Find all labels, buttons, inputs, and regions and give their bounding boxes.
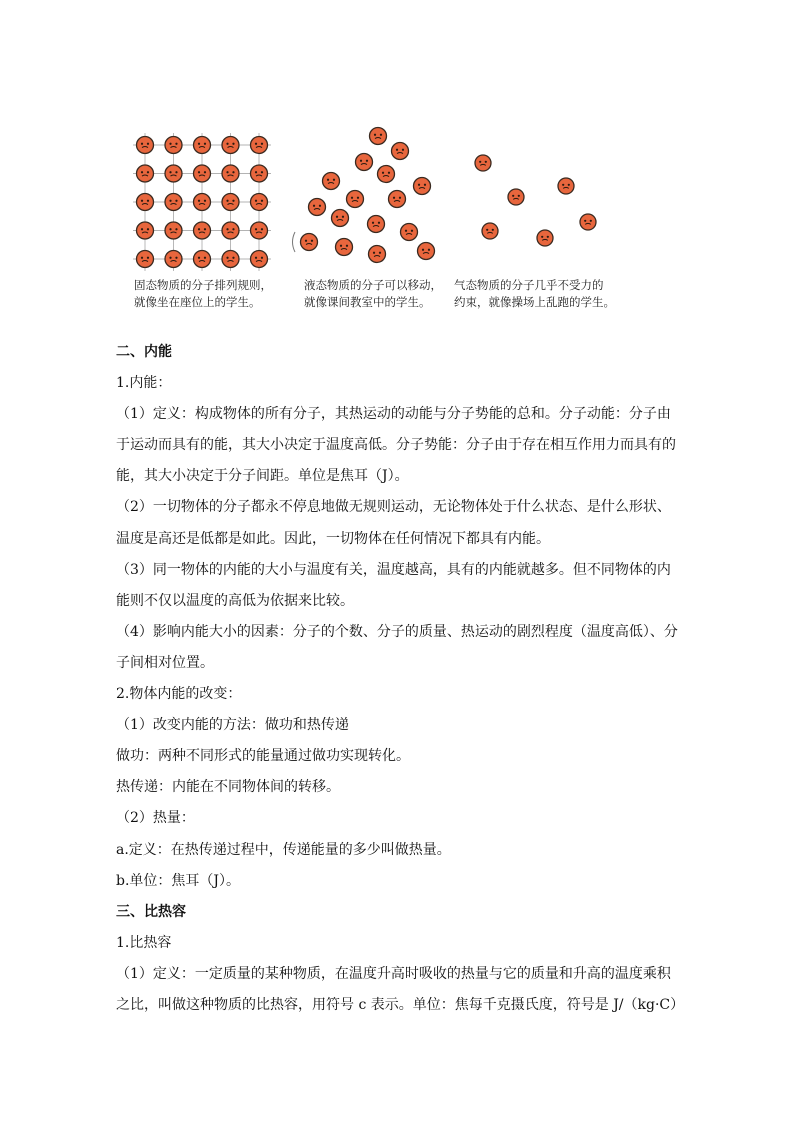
paragraph-line: 热传递：内能在不同物体间的转移。: [116, 779, 340, 796]
molecule-icon: [378, 166, 395, 183]
subheading-energy-change: 2.物体内能的改变：: [116, 686, 242, 703]
molecule-icon: [222, 165, 239, 182]
paragraph-line: （3）同一物体的内能的大小与温度有关，温度越高，具有的内能就越多。但不同物体的内: [116, 561, 671, 578]
section-heading-internal-energy: 二、内能: [116, 344, 172, 360]
molecule-icon: [369, 246, 386, 263]
molecule-icon: [389, 191, 406, 208]
paragraph-line: 子间相对位置。: [116, 654, 214, 671]
molecule-icon: [165, 222, 182, 239]
molecule-icon: [251, 165, 268, 182]
molecule-icon: [251, 194, 268, 211]
molecule-icon: [392, 143, 409, 160]
molecule-icon: [137, 222, 154, 239]
solid-caption-line1: 固态物质的分子排列规则，: [134, 278, 272, 292]
molecule-icon: [301, 234, 318, 251]
solid-caption: [134, 277, 272, 311]
molecule-icon: [347, 191, 364, 208]
gas-caption-line2: 约束，就像操场上乱跑的学生。: [454, 295, 615, 309]
molecule-icon: [165, 165, 182, 182]
molecule-diagram: [128, 125, 618, 285]
molecule-icon: [251, 251, 268, 268]
molecule-icon: [194, 194, 211, 211]
molecule-icon: [137, 137, 154, 154]
molecule-icon: [356, 154, 373, 171]
molecule-icon: [558, 178, 574, 194]
molecule-icon: [508, 189, 524, 205]
paragraph-line: 温度是高还是低都是如此。因此，一切物体在任何情况下都具有内能。: [116, 530, 550, 547]
molecule-icon: [401, 224, 418, 241]
paragraph-line: （2）一切物体的分子都永不停息地做无规则运动，无论物体处于什么状态、是什么形状、: [116, 499, 671, 516]
molecule-icon: [418, 243, 435, 260]
paragraph-line: （2）热量：: [116, 810, 195, 827]
section-heading-specific-heat: 三、比热容: [116, 903, 186, 920]
molecule-icon: [165, 194, 182, 211]
solid-caption-line2: 就像坐在座位上的学生。: [134, 295, 261, 309]
molecule-icon: [580, 214, 596, 230]
paragraph-line: （1）定义：一定质量的某种物质，在温度升高时吸收的热量与它的质量和升高的温度乘积: [116, 965, 671, 982]
molecule-icon: [336, 239, 353, 256]
paragraph-line: a.定义：在热传递过程中，传递能量的多少叫做热量。: [116, 841, 451, 858]
molecule-icon: [194, 165, 211, 182]
paragraph-line: 能则不仅以温度的高低为依据来比较。: [116, 592, 354, 609]
molecule-icon: [194, 222, 211, 239]
molecule-icon: [194, 137, 211, 154]
gas-caption-line1: 气态物质的分子几乎不受力的: [454, 278, 604, 292]
molecule-icon: [368, 216, 385, 233]
subheading-internal-energy: 1.内能：: [116, 375, 172, 392]
molecule-icon: [323, 173, 340, 190]
molecule-icon: [222, 194, 239, 211]
paragraph-line: （4）影响内能大小的因素：分子的个数、分子的质量、热运动的剧烈程度（温度高低）、分: [116, 623, 678, 640]
states-of-matter-figure: [128, 125, 618, 320]
molecule-icon: [137, 194, 154, 211]
molecule-icon: [251, 222, 268, 239]
paragraph-line: （1）定义：构成物体的所有分子，其热运动的动能与分子势能的总和。分子动能：分子由: [116, 406, 671, 423]
molecule-icon: [137, 165, 154, 182]
molecule-icon: [537, 230, 553, 246]
paragraph-line: 之比，叫做这种物质的比热容，用符号 c 表示。单位：焦每千克摄氏度，符号是 J/（kg·C）: [116, 996, 685, 1013]
molecule-icon: [251, 137, 268, 154]
molecule-icon: [222, 251, 239, 268]
molecule-icon: [137, 251, 154, 268]
molecule-icon: [165, 251, 182, 268]
liquid-caption: [304, 277, 442, 311]
molecule-icon: [332, 210, 349, 227]
molecule-icon: [414, 178, 431, 195]
paragraph-line: 于运动而具有的能，其大小决定于温度高低。分子势能：分子由于存在相互作用力而具有的: [116, 437, 676, 454]
paragraph-line: b.单位：焦耳（J）。: [116, 872, 241, 889]
molecule-icon: [482, 223, 498, 239]
molecule-icon: [222, 222, 239, 239]
molecule-icon: [165, 137, 182, 154]
liquid-caption-line1: 液态物质的分子可以移动，: [304, 278, 442, 292]
molecule-icon: [222, 137, 239, 154]
liquid-caption-line2: 就像课间教室中的学生。: [304, 295, 431, 309]
paragraph-line: 能，其大小决定于分子间距。单位是焦耳（J）。: [116, 468, 409, 485]
motion-mark: [293, 232, 296, 252]
molecule-icon: [309, 199, 326, 216]
document-body: [116, 337, 686, 1021]
molecule-icon: [370, 128, 387, 145]
gas-caption: [454, 277, 615, 311]
molecule-icon: [194, 251, 211, 268]
subheading-specific-heat: 1.比热容: [116, 934, 172, 951]
paragraph-line: （1）改变内能的方法：做功和热传递: [116, 717, 349, 734]
molecule-icon: [475, 155, 491, 171]
paragraph-line: 做功：两种不同形式的能量通过做功实现转化。: [116, 748, 410, 765]
